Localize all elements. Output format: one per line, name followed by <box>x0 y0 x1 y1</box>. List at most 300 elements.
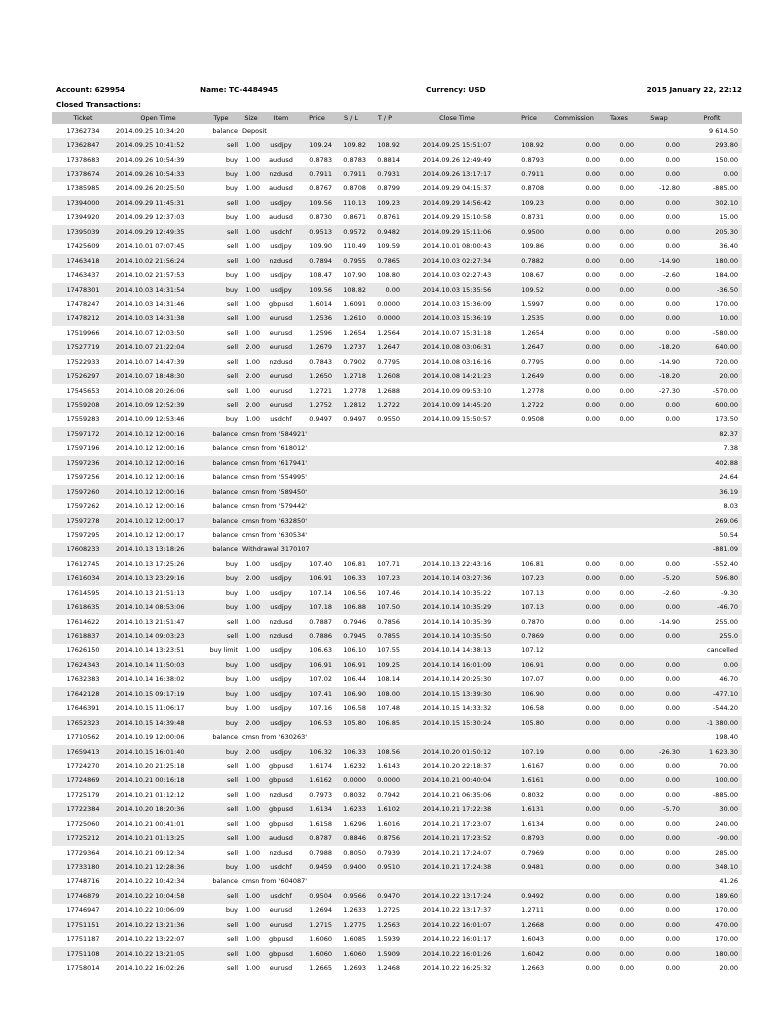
column-header: Price <box>300 112 334 124</box>
close-time-cell: 2014.09.29 14:56:42 <box>402 196 512 210</box>
stop-loss-cell: 109.82 <box>334 138 368 152</box>
close-time-cell: 2014.10.08 03:16:16 <box>422 357 492 366</box>
close-price-cell: 109.86 <box>521 242 544 251</box>
profit-cell: 285.00 <box>715 848 738 857</box>
column-header: Profit <box>682 112 742 124</box>
close-price-cell: 1.6167 <box>521 761 544 770</box>
size-cell: 2.00 <box>240 398 262 412</box>
commission-cell: 0.00 <box>585 675 600 684</box>
open-price-cell: 109.24 <box>300 138 334 152</box>
type-cell: buy <box>202 716 240 730</box>
size-cell: 1.00 <box>245 964 260 973</box>
ticket-cell: 17616034 <box>52 572 114 586</box>
ticket-cell: 17733180 <box>52 860 114 874</box>
swap-cell: -27.30 <box>659 386 680 395</box>
commission-cell: 0.00 <box>546 369 602 383</box>
commission-cell: 0.00 <box>585 588 600 597</box>
close-price-cell: 105.80 <box>512 716 546 730</box>
commission-cell: 0.00 <box>546 398 602 412</box>
take-profit-cell: 0.7939 <box>377 848 400 857</box>
section-title: Closed Transactions: <box>56 100 141 109</box>
open-time-cell: 2014.10.03 14:31:46 <box>116 299 185 308</box>
size-cell: 1.00 <box>245 906 260 915</box>
swap-cell: 0.00 <box>636 658 682 672</box>
open-time-cell: 2014.09.29 11:45:31 <box>114 196 202 210</box>
stop-loss-cell: 106.90 <box>334 687 368 701</box>
stop-loss-cell: 0.9497 <box>343 415 366 424</box>
item-cell: nzdusd <box>269 357 293 366</box>
taxes-cell: 0.00 <box>619 559 634 568</box>
table-row <box>52 817 742 831</box>
profit-cell: 348.10 <box>682 860 742 874</box>
taxes-cell: 0.00 <box>619 704 634 713</box>
commission-cell: 0.00 <box>546 831 602 845</box>
take-profit-cell: 0.8799 <box>377 184 400 193</box>
profit-cell: 470.00 <box>682 918 742 932</box>
ticket-cell: 17614622 <box>66 617 100 626</box>
commission-cell: 0.00 <box>585 357 600 366</box>
profit-cell: 1 623.30 <box>682 745 742 759</box>
close-time-cell: 2014.09.29 15:11:06 <box>402 225 512 239</box>
commission-cell: 0.00 <box>585 964 600 973</box>
open-time-cell: 2014.10.14 13:23:51 <box>116 646 185 655</box>
item-cell: nzdusd <box>269 617 293 626</box>
profit-cell: 640.00 <box>682 341 742 355</box>
ticket-cell: 17522933 <box>66 357 100 366</box>
stop-loss-cell: 0.8708 <box>343 184 366 193</box>
close-time-cell: 2014.10.14 14:38:13 <box>422 646 492 655</box>
close-price-cell: 1.2663 <box>521 964 544 973</box>
profit-cell: 0.00 <box>682 658 742 672</box>
type-cell: sell <box>202 312 240 326</box>
open-price-cell: 106.32 <box>300 745 334 759</box>
open-time-cell: 2014.10.12 12:00:17 <box>114 514 202 528</box>
item-cell: eurusd <box>269 386 293 395</box>
table-row <box>52 673 742 687</box>
item-cell: audusd <box>269 184 293 193</box>
stop-loss-cell: 1.6233 <box>334 803 368 817</box>
type-cell: sell <box>227 819 238 828</box>
item-cell: usdchf <box>262 860 300 874</box>
take-profit-cell: 106.85 <box>368 716 402 730</box>
open-time-cell: 2014.10.03 14:31:54 <box>114 283 202 297</box>
close-price-cell: 107.07 <box>521 675 544 684</box>
table-row <box>52 471 742 485</box>
open-time-cell: 2014.10.21 00:41:01 <box>116 819 185 828</box>
size-cell: 2.00 <box>240 716 262 730</box>
open-time-cell: 2014.10.12 12:00:16 <box>116 444 185 453</box>
column-header: Taxes <box>602 112 636 124</box>
close-price-cell: 1.2654 <box>521 328 544 337</box>
stop-loss-cell: 1.2654 <box>343 328 366 337</box>
swap-cell: 0.00 <box>665 559 680 568</box>
take-profit-cell: 1.2688 <box>377 386 400 395</box>
table-row <box>52 456 742 470</box>
profit-cell: 205.30 <box>682 225 742 239</box>
item-cell: nzdusd <box>269 848 293 857</box>
type-cell: balance <box>212 502 238 511</box>
table-row <box>52 297 742 311</box>
type-cell: sell <box>227 790 238 799</box>
open-price-cell: 1.2715 <box>300 918 334 932</box>
take-profit-cell: 1.5909 <box>368 947 402 961</box>
open-price-cell: 1.6014 <box>309 299 332 308</box>
type-cell: sell <box>227 617 238 626</box>
swap-cell: 0.00 <box>665 415 680 424</box>
item-cell: usdjpy <box>270 242 292 251</box>
close-time-cell: 2014.10.14 16:01:09 <box>402 658 512 672</box>
size-cell: 2.00 <box>240 572 262 586</box>
commission-cell: 0.00 <box>585 328 600 337</box>
commission-cell: 0.00 <box>546 254 602 268</box>
open-price-cell: 107.14 <box>309 588 332 597</box>
table-row <box>52 889 742 903</box>
swap-cell: 0.00 <box>636 600 682 614</box>
size-cell: 1.00 <box>245 675 260 684</box>
profit-cell: 24.64 <box>719 473 738 482</box>
taxes-cell: 0.00 <box>619 848 634 857</box>
comment-cell: cmsn from '584921' <box>240 427 682 441</box>
profit-cell: 184.00 <box>715 271 738 280</box>
profit-cell: -90.00 <box>682 831 742 845</box>
ticket-cell: 17597236 <box>52 456 114 470</box>
take-profit-cell: 0.7931 <box>368 167 402 181</box>
profit-cell: 293.80 <box>682 138 742 152</box>
open-price-cell: 1.2596 <box>309 328 332 337</box>
taxes-cell: 0.00 <box>619 761 634 770</box>
taxes-cell: 0.00 <box>602 687 636 701</box>
taxes-cell: 0.00 <box>619 357 634 366</box>
taxes-cell: 0.00 <box>619 271 634 280</box>
closed-transactions-table <box>52 112 742 976</box>
type-cell: balance <box>212 877 238 886</box>
swap-cell: -12.80 <box>659 184 680 193</box>
size-cell: 1.00 <box>240 196 262 210</box>
type-cell: sell <box>227 848 238 857</box>
swap-cell: 0.00 <box>636 774 682 788</box>
close-price-cell: 107.19 <box>512 745 546 759</box>
ticket-cell: 17559283 <box>66 415 100 424</box>
stop-loss-cell: 1.2737 <box>334 341 368 355</box>
type-cell: buy <box>225 704 238 713</box>
taxes-cell: 0.00 <box>602 138 636 152</box>
table-row <box>52 153 742 167</box>
commission-cell: 0.00 <box>546 687 602 701</box>
open-time-cell: 2014.10.12 12:00:16 <box>114 485 202 499</box>
stop-loss-cell: 106.91 <box>334 658 368 672</box>
stop-loss-cell: 110.13 <box>334 196 368 210</box>
type-cell: balance <box>202 485 240 499</box>
profit-cell: 150.00 <box>715 155 738 164</box>
take-profit-cell: 1.2722 <box>368 398 402 412</box>
close-time-cell: 2014.10.21 00:40:04 <box>402 774 512 788</box>
close-time-cell: 2014.10.03 02:27:43 <box>422 271 492 280</box>
close-time-cell: 2014.10.01 08:00:43 <box>422 242 492 251</box>
commission-cell: 0.00 <box>585 935 600 944</box>
size-cell: 1.00 <box>245 790 260 799</box>
commission-cell: 0.00 <box>546 600 602 614</box>
ticket-cell: 17362847 <box>52 138 114 152</box>
stop-loss-cell: 0.8032 <box>343 790 366 799</box>
close-price-cell: 0.8793 <box>512 831 546 845</box>
item-cell: eurusd <box>269 906 293 915</box>
profit-cell: -885.00 <box>712 184 738 193</box>
type-cell: sell <box>202 369 240 383</box>
close-price-cell: 0.7869 <box>512 629 546 643</box>
type-cell: sell <box>202 831 240 845</box>
stop-loss-cell: 106.44 <box>343 675 366 684</box>
open-time-cell: 2014.10.13 17:25:26 <box>116 559 185 568</box>
commission-cell: 0.00 <box>585 790 600 799</box>
taxes-cell: 0.00 <box>602 312 636 326</box>
close-price-cell: 107.12 <box>521 646 544 655</box>
swap-cell: 0.00 <box>665 761 680 770</box>
profit-cell: 240.00 <box>715 819 738 828</box>
take-profit-cell: 0.9510 <box>368 860 402 874</box>
commission-cell: 0.00 <box>546 716 602 730</box>
table-row <box>52 427 742 441</box>
profit-cell: 302.10 <box>682 196 742 210</box>
take-profit-cell: 108.56 <box>368 745 402 759</box>
open-price-cell: 1.2721 <box>309 386 332 395</box>
ticket-cell: 17597260 <box>52 485 114 499</box>
open-time-cell: 2014.10.12 12:00:16 <box>116 502 185 511</box>
ticket-cell: 17710562 <box>66 733 100 742</box>
take-profit-cell: 107.46 <box>377 588 400 597</box>
type-cell: balance <box>212 444 238 453</box>
ticket-cell: 17618837 <box>52 629 114 643</box>
stop-loss-cell: 0.8050 <box>343 848 366 857</box>
profit-cell: 100.00 <box>682 774 742 788</box>
close-price-cell: 0.7795 <box>521 357 544 366</box>
close-time-cell: 2014.09.29 04:15:37 <box>422 184 492 193</box>
swap-cell: 0.00 <box>636 167 682 181</box>
column-header: Size <box>240 112 262 124</box>
stop-loss-cell: 0.9566 <box>334 889 368 903</box>
open-time-cell: 2014.10.20 18:20:36 <box>114 803 202 817</box>
taxes-cell: 0.00 <box>602 860 636 874</box>
taxes-cell: 0.00 <box>619 617 634 626</box>
take-profit-cell: 1.2563 <box>368 918 402 932</box>
table-row <box>52 312 742 326</box>
open-time-cell: 2014.09.26 10:54:33 <box>114 167 202 181</box>
ticket-cell: 17362734 <box>66 126 100 135</box>
close-price-cell: 0.7969 <box>521 848 544 857</box>
stop-loss-cell: 106.10 <box>343 646 366 655</box>
swap-cell: 0.00 <box>665 704 680 713</box>
size-cell: 1.00 <box>240 774 262 788</box>
item-cell: usdjpy <box>270 559 292 568</box>
open-price-cell: 0.7843 <box>309 357 332 366</box>
type-cell: buy <box>225 213 238 222</box>
taxes-cell: 0.00 <box>602 600 636 614</box>
commission-cell: 0.00 <box>546 947 602 961</box>
size-cell: 1.00 <box>240 225 262 239</box>
size-cell: 1.00 <box>245 559 260 568</box>
open-time-cell: 2014.10.07 12:03:50 <box>116 328 185 337</box>
item-cell: usdchf <box>262 889 300 903</box>
swap-cell: 0.00 <box>636 398 682 412</box>
swap-cell: -5.20 <box>636 572 682 586</box>
open-price-cell: 109.56 <box>300 283 334 297</box>
close-time-cell: 2014.10.03 02:27:34 <box>402 254 512 268</box>
item-cell: usdjpy <box>262 283 300 297</box>
table-row <box>52 499 742 513</box>
item-cell: usdjpy <box>270 271 292 280</box>
size-cell: 1.00 <box>245 328 260 337</box>
open-price-cell: 0.7886 <box>300 629 334 643</box>
table-row <box>52 138 742 152</box>
profit-cell: 0.00 <box>682 167 742 181</box>
profit-cell: cancelled <box>707 646 738 655</box>
ticket-cell: 17527719 <box>52 341 114 355</box>
item-cell: usdjpy <box>262 600 300 614</box>
profit-cell: -36.50 <box>682 283 742 297</box>
item-cell: usdjpy <box>270 704 292 713</box>
swap-cell <box>636 644 682 658</box>
open-time-cell: 2014.10.22 13:21:36 <box>114 918 202 932</box>
open-time-cell: 2014.10.07 18:48:30 <box>114 369 202 383</box>
type-cell: buy <box>225 588 238 597</box>
taxes-cell: 0.00 <box>602 196 636 210</box>
type-cell: balance <box>202 514 240 528</box>
table-row <box>52 528 742 542</box>
close-price-cell: 107.13 <box>512 600 546 614</box>
take-profit-cell: 1.2725 <box>377 906 400 915</box>
taxes-cell: 0.00 <box>619 328 634 337</box>
open-time-cell: 2014.10.14 11:50:03 <box>114 658 202 672</box>
taxes-cell: 0.00 <box>602 745 636 759</box>
close-price-cell: 106.81 <box>521 559 544 568</box>
commission-cell: 0.00 <box>585 848 600 857</box>
table-row <box>52 961 742 975</box>
table-row <box>52 355 742 369</box>
taxes-cell: 0.00 <box>602 716 636 730</box>
table-row <box>52 658 742 672</box>
stop-loss-cell: 1.2693 <box>343 964 366 973</box>
open-time-cell: 2014.10.12 12:00:16 <box>114 456 202 470</box>
take-profit-cell: 0.9482 <box>368 225 402 239</box>
profit-cell: 70.00 <box>719 761 738 770</box>
ticket-cell: 17597295 <box>66 530 100 539</box>
ticket-cell: 17722384 <box>52 803 114 817</box>
close-time-cell: 2014.10.15 15:30:24 <box>402 716 512 730</box>
table-row <box>52 369 742 383</box>
item-cell: usdjpy <box>262 745 300 759</box>
open-price-cell: 1.2650 <box>300 369 334 383</box>
item-cell: gbpusd <box>268 299 293 308</box>
commission-cell: 0.00 <box>585 415 600 424</box>
ticket-cell: 17725179 <box>66 790 100 799</box>
stop-loss-cell: 0.7945 <box>334 629 368 643</box>
commission-cell: 0.00 <box>585 271 600 280</box>
swap-cell: 0.00 <box>665 213 680 222</box>
open-time-cell: 2014.10.21 01:12:12 <box>116 790 185 799</box>
type-cell: sell <box>202 341 240 355</box>
open-price-cell: 1.2752 <box>300 398 334 412</box>
open-time-cell: 2014.10.20 21:25:18 <box>116 761 185 770</box>
type-cell: balance <box>202 543 240 557</box>
profit-cell: 255.0 <box>682 629 742 643</box>
take-profit-cell: 108.00 <box>368 687 402 701</box>
table-row <box>52 384 742 398</box>
type-cell: buy <box>225 415 238 424</box>
ticket-cell: 17526297 <box>52 369 114 383</box>
open-time-cell: 2014.10.22 10:42:34 <box>116 877 185 886</box>
close-time-cell: 2014.10.03 15:36:19 <box>402 312 512 326</box>
type-cell: buy <box>225 906 238 915</box>
size-cell: 1.00 <box>245 819 260 828</box>
close-time-cell: 2014.10.07 15:31:18 <box>422 328 492 337</box>
stop-loss-cell: 0.8783 <box>343 155 366 164</box>
type-cell: balance <box>212 530 238 539</box>
profit-cell: 41.26 <box>719 877 738 886</box>
swap-cell: 0.00 <box>636 196 682 210</box>
type-cell: sell <box>202 225 240 239</box>
item-cell: usdjpy <box>262 687 300 701</box>
swap-cell: -18.20 <box>636 341 682 355</box>
type-cell: buy <box>202 283 240 297</box>
profit-cell: -1 380.00 <box>682 716 742 730</box>
table-row <box>52 716 742 730</box>
comment-cell: cmsn from '589450' <box>240 485 682 499</box>
open-price-cell: 0.7988 <box>309 848 332 857</box>
swap-cell: 0.00 <box>636 947 682 961</box>
take-profit-cell: 109.25 <box>368 658 402 672</box>
commission-cell: 0.00 <box>546 860 602 874</box>
stop-loss-cell: 106.56 <box>343 588 366 597</box>
ticket-cell: 17394000 <box>52 196 114 210</box>
swap-cell: 0.00 <box>636 225 682 239</box>
ticket-cell: 17597196 <box>66 444 100 453</box>
stop-loss-cell: 0.7902 <box>343 357 366 366</box>
taxes-cell: 0.00 <box>619 588 634 597</box>
close-price-cell: 106.58 <box>521 704 544 713</box>
column-header: Swap <box>636 112 682 124</box>
ticket-cell: 17751187 <box>66 935 100 944</box>
open-time-cell: 2014.10.15 14:39:48 <box>114 716 202 730</box>
commission-cell: 0.00 <box>546 341 602 355</box>
open-price-cell: 1.2536 <box>300 312 334 326</box>
close-time-cell: 2014.10.20 01:50:12 <box>402 745 512 759</box>
take-profit-cell: 0.9470 <box>368 889 402 903</box>
close-time-cell: 2014.10.22 16:01:17 <box>422 935 492 944</box>
close-time-cell: 2014.10.22 13:17:24 <box>402 889 512 903</box>
ticket-cell: 17478301 <box>52 283 114 297</box>
item-cell: nzdusd <box>262 167 300 181</box>
ticket-cell: 17652323 <box>52 716 114 730</box>
ticket-cell: 17463418 <box>52 254 114 268</box>
close-time-cell: 2014.10.22 16:01:07 <box>402 918 512 932</box>
take-profit-cell: 1.2647 <box>368 341 402 355</box>
taxes-cell: 0.00 <box>619 386 634 395</box>
profit-cell: 15.00 <box>719 213 738 222</box>
ticket-cell: 17746879 <box>52 889 114 903</box>
open-time-cell: 2014.10.09 12:53:46 <box>116 415 185 424</box>
open-time-cell: 2014.10.07 14:47:39 <box>116 357 185 366</box>
close-price-cell: 1.6043 <box>521 935 544 944</box>
close-time-cell: 2014.09.29 15:10:58 <box>422 213 492 222</box>
commission-cell: 0.00 <box>546 889 602 903</box>
close-price-cell: 0.8731 <box>521 213 544 222</box>
commission-cell: 0.00 <box>546 167 602 181</box>
comment-cell: cmsn from '630263' <box>242 733 308 742</box>
ticket-cell: 17394920 <box>66 213 100 222</box>
table-row <box>52 774 742 788</box>
close-time-cell: 2014.10.22 16:25:32 <box>422 964 492 973</box>
open-time-cell: 2014.10.13 21:51:13 <box>116 588 185 597</box>
stop-loss-cell: 110.49 <box>343 242 366 251</box>
